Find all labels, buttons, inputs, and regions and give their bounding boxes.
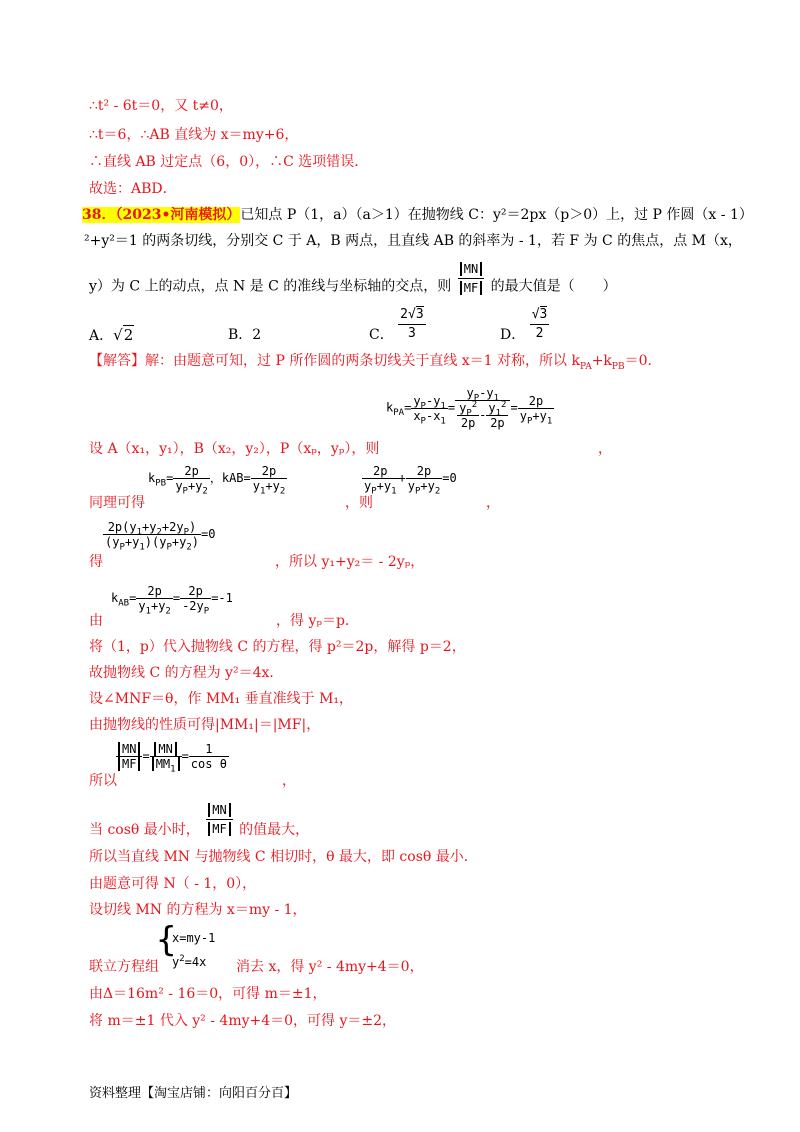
sqrt3-over-2: $\frac{√3}{2}$ <box>531 306 548 341</box>
footer-note: 资料整理【淘宝店铺：向阳百分百】 <box>89 1086 298 1101</box>
kpb-kab-equation: $k_{PB}=$ $\frac{2p}{y_P+y_2}$ ，kAB= $\frac{2p}{y_1+y_2}$ <box>148 464 286 497</box>
problem-number: 38． <box>82 207 116 223</box>
solution-line-s5: ，得 yₚ＝p． <box>276 613 359 629</box>
problem-text-2: ²+y²＝1 的两条切线，分别交 C 于 A，B 两点，且直线 AB 的斜率为 - 1，若 F 为 C 的焦点，点 M（x， <box>84 233 742 249</box>
solution-line-s13: 由题意可得 N（ - 1，0）， <box>89 876 257 892</box>
solution-line-3: ∴直线 AB 过定点（6，0），∴C 选项错误． <box>89 154 369 170</box>
solution-line-4: 故选：ABD． <box>89 181 177 197</box>
problem-text-3: y）为 C 上的动点，点 N 是 C 的准线与坐标轴的交点，则 $\frac{MN}{MF}$ 的最大值是（ ） <box>89 262 617 295</box>
ratio-equation: $\frac{MN}{MF}$ = $\frac{MN}{MM_1}$ = $\frac{1}{\text{cos θ}}$ <box>116 742 229 771</box>
solution-line-s15b: 消去 x，得 y² - 4my+4＝0， <box>236 959 424 975</box>
combined-equation: $\frac{2p(y_1+y_2+2y_P)}{(y_P+y_1)(y_P+y_2)}$ =0 <box>105 520 216 553</box>
comma-2: ， <box>486 495 500 511</box>
system-brace: { <box>156 920 177 960</box>
solution-line-1: ∴t² - 6t＝0，又 t≠0， <box>89 98 233 114</box>
solution-line-2: ∴t＝6，∴AB 直线为 x＝my+6， <box>89 127 299 143</box>
solution-line-s10: 所以 <box>89 773 117 789</box>
problem-source: （2023•河南模拟） <box>115 207 241 223</box>
sqrt-2: √2 <box>113 326 134 344</box>
solution-intro: 【解答】解：由题意可知，过 P 所作圆的两条切线关于直线 x＝1 对称，所以 $k_{PA}+k_{PB}=0$． <box>89 353 662 372</box>
then-label: ，则 <box>345 495 373 511</box>
solution-line-s7: 故抛物线 C 的方程为 y²＝4x． <box>89 665 284 681</box>
problem-text-1: 已知点 P（1，a）（a＞1）在抛物线 C：y²＝2px（p＞0）上，过 P 作圆（x - 1） <box>240 207 753 223</box>
solution-line-s11: 当 cosθ 最小时， $\frac{MN}{MF}$ 的值最大， <box>89 802 310 838</box>
equation-system: x=my-1 $y^2=4x$ <box>172 931 216 969</box>
sum-equation: $\frac{2p}{y_P+y_1}$ + $\frac{2p}{y_P+y_2}$ =0 <box>364 464 457 497</box>
problem-header <box>82 206 753 224</box>
mn-over-mf-fraction-2: $\frac{MN}{MF}$ <box>206 801 232 838</box>
solution-line-s17: 将 m＝±1 代入 y² - 4my+4＝0，可得 y＝±2， <box>89 1013 397 1029</box>
mn-over-mf-fraction: $\frac{MN}{MF}$ <box>458 260 484 297</box>
solution-line-s12: 所以当直线 MN 与抛物线 C 相切时，θ 最大，即 cosθ 最小． <box>89 849 478 865</box>
get-label: 得 <box>89 554 103 570</box>
option-b: B．2 <box>228 327 262 343</box>
solution-line-s6: 将（1，p）代入抛物线 C 的方程，得 p²＝2p，解得 p＝2， <box>89 639 466 655</box>
two-sqrt3-over-3: $\frac{2√3}{3}$ <box>400 306 424 341</box>
kpa-equation: $k_{PA}=$ $\frac{y_P-y_1}{x_P-x_1}$ = $y_P-y_1$ $\frac{y_P^2}{2p}$ - $\frac{y_1^2}{2p}$ = $\frac{2p}{y_P+y_1}$ <box>386 386 553 430</box>
solution-line-s9: 由抛物线的性质可得|MM₁|＝|MF|， <box>89 717 321 733</box>
option-c: C． $\frac{2√3}{3}$ <box>369 306 424 343</box>
kab-equation: $k_{AB}=$ $\frac{2p}{y_1+y_2}$ = $\frac{2p}{-2y_P}$ =-1 <box>111 584 233 617</box>
solution-line-s2: 设 A（x₁，y₁），B（x₂，y₂），P（xₚ，yₚ），则 <box>89 441 380 457</box>
solution-line-s14: 设切线 MN 的方程为 x＝my - 1， <box>89 902 307 918</box>
solution-line-s4: ，所以 y₁+y₂＝ - 2yₚ， <box>275 554 425 570</box>
from-label: 由 <box>89 613 103 629</box>
option-a: A．√2 <box>89 326 134 344</box>
solution-line-s3: 同理可得 <box>89 495 145 511</box>
solution-line-s16: 由Δ＝16m² - 16＝0，可得 m＝±1， <box>89 986 327 1002</box>
option-d: D． $\frac{√3}{2}$ <box>500 306 548 343</box>
solution-line-s15a: 联立方程组 <box>89 959 159 975</box>
comma-3: ， <box>282 773 296 789</box>
comma-1: ， <box>598 441 612 457</box>
solution-line-s8: 设∠MNF＝θ，作 MM₁ 垂直准线于 M₁， <box>89 691 354 707</box>
